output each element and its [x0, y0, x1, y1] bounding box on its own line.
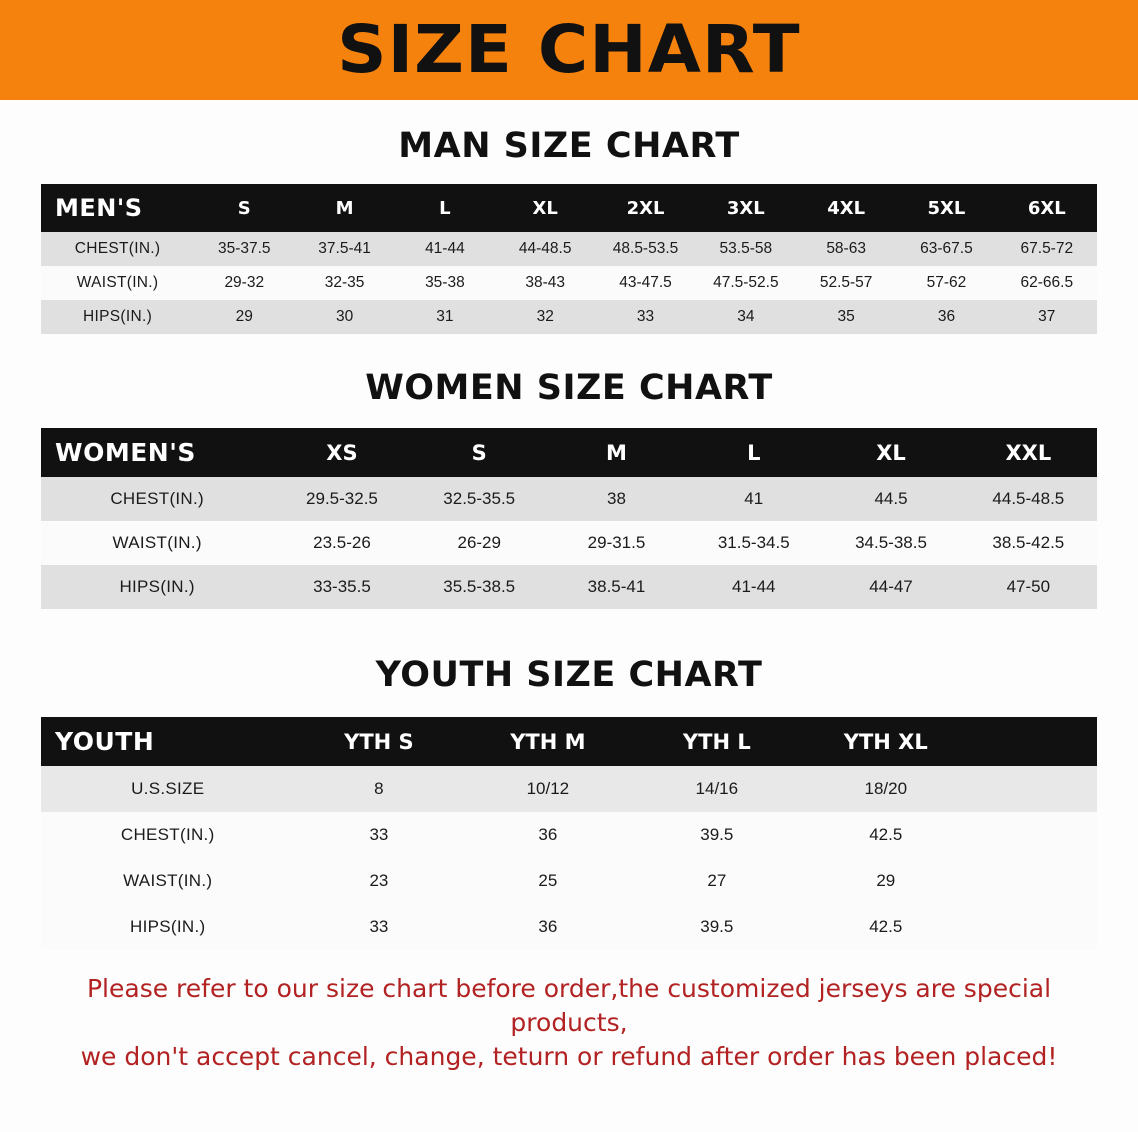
table-cell: 35.5-38.5: [411, 565, 548, 609]
table-row: [41, 565, 1097, 609]
table-cell: 33: [595, 300, 695, 334]
table-cell-empty: [970, 904, 1097, 950]
women-size-header-xs: XS: [273, 428, 410, 477]
table-cell: 41-44: [395, 232, 495, 266]
man-table-body: [41, 232, 1097, 334]
table-cell: 62-66.5: [997, 266, 1097, 300]
table-cell: 29.5-32.5: [273, 477, 410, 521]
table-cell: 53.5-58: [696, 232, 796, 266]
table-cell: 35: [796, 300, 896, 334]
table-cell: 41-44: [685, 565, 822, 609]
table-row: [41, 904, 1097, 950]
table-cell: 43-47.5: [595, 266, 695, 300]
man-size-table-wrapper: [41, 184, 1097, 334]
table-cell: 14/16: [632, 766, 801, 812]
youth-size-header-l: YTH L: [632, 717, 801, 766]
table-cell: 35-37.5: [194, 232, 294, 266]
youth-size-table-wrapper: [41, 717, 1097, 950]
table-cell: 39.5: [632, 812, 801, 858]
table-row: [41, 858, 1097, 904]
table-cell: 23.5-26: [273, 521, 410, 565]
man-header-label: MEN'S: [41, 184, 194, 232]
disclaimer-line-1: Please refer to our size chart before order,the customized jerseys are special products,: [86, 974, 1052, 1037]
table-cell-empty: [970, 812, 1097, 858]
table-cell: 58-63: [796, 232, 896, 266]
table-cell: 38-43: [495, 266, 595, 300]
table-cell: 18/20: [801, 766, 970, 812]
table-cell: 23: [294, 858, 463, 904]
women-size-header-xxl: XXL: [960, 428, 1097, 477]
man-size-header-s: S: [194, 184, 294, 232]
man-row-label-hips: HIPS(IN.): [41, 300, 194, 334]
women-header-label: WOMEN'S: [41, 428, 273, 477]
table-cell: 38.5-41: [548, 565, 685, 609]
table-cell: 33-35.5: [273, 565, 410, 609]
table-row: [41, 521, 1097, 565]
table-cell: 36: [896, 300, 996, 334]
table-cell: 29: [801, 858, 970, 904]
women-size-header-l: L: [685, 428, 822, 477]
table-cell: 29-32: [194, 266, 294, 300]
table-cell: 29: [194, 300, 294, 334]
youth-size-table: [41, 717, 1097, 950]
women-size-header-xl: XL: [822, 428, 959, 477]
table-cell: 47-50: [960, 565, 1097, 609]
table-cell: 26-29: [411, 521, 548, 565]
table-cell: 57-62: [896, 266, 996, 300]
table-cell: 63-67.5: [896, 232, 996, 266]
youth-size-header-xl: YTH XL: [801, 717, 970, 766]
table-cell-empty: [970, 766, 1097, 812]
women-size-table: [41, 428, 1097, 609]
youth-row-label-chest: CHEST(IN.): [41, 812, 294, 858]
table-cell: 10/12: [463, 766, 632, 812]
page-banner: [0, 0, 1138, 100]
man-size-table: [41, 184, 1097, 334]
table-header-row: [41, 428, 1097, 477]
women-row-label-waist: WAIST(IN.): [41, 521, 273, 565]
man-section-title: MAN SIZE CHART: [398, 126, 740, 166]
table-row: [41, 766, 1097, 812]
women-size-table-wrapper: [41, 428, 1097, 609]
disclaimer-line-2: we don't accept cancel, change, teturn or refund after order has been placed!: [80, 1041, 1058, 1071]
youth-row-label-us-size: U.S.SIZE: [41, 766, 294, 812]
man-size-header-4xl: 4XL: [796, 184, 896, 232]
table-cell: 44-48.5: [495, 232, 595, 266]
table-cell: 39.5: [632, 904, 801, 950]
table-cell: 33: [294, 904, 463, 950]
table-cell: 32.5-35.5: [411, 477, 548, 521]
table-row: [41, 300, 1097, 334]
man-table-head: [41, 184, 1097, 232]
table-cell: 36: [463, 904, 632, 950]
table-cell: 34.5-38.5: [822, 521, 959, 565]
table-cell: 32: [495, 300, 595, 334]
table-row: [41, 812, 1097, 858]
table-cell: 34: [696, 300, 796, 334]
table-cell: 67.5-72: [997, 232, 1097, 266]
table-cell: 44-47: [822, 565, 959, 609]
table-cell: 31: [395, 300, 495, 334]
table-cell-empty: [970, 858, 1097, 904]
table-row: [41, 477, 1097, 521]
table-cell: 31.5-34.5: [685, 521, 822, 565]
man-size-header-m: M: [294, 184, 394, 232]
table-row: [41, 232, 1097, 266]
table-cell: 8: [294, 766, 463, 812]
man-size-header-2xl: 2XL: [595, 184, 695, 232]
women-row-label-hips: HIPS(IN.): [41, 565, 273, 609]
table-cell: 38.5-42.5: [960, 521, 1097, 565]
table-cell: 37.5-41: [294, 232, 394, 266]
table-cell: 47.5-52.5: [696, 266, 796, 300]
youth-row-label-hips: HIPS(IN.): [41, 904, 294, 950]
women-size-header-s: S: [411, 428, 548, 477]
women-section-title: WOMEN SIZE CHART: [365, 368, 773, 408]
youth-header-label: YOUTH: [41, 717, 294, 766]
youth-table-body: [41, 766, 1097, 950]
women-size-header-m: M: [548, 428, 685, 477]
man-size-header-3xl: 3XL: [696, 184, 796, 232]
table-cell: 27: [632, 858, 801, 904]
youth-row-label-waist: WAIST(IN.): [41, 858, 294, 904]
man-row-label-waist: WAIST(IN.): [41, 266, 194, 300]
women-row-label-chest: CHEST(IN.): [41, 477, 273, 521]
man-row-label-chest: CHEST(IN.): [41, 232, 194, 266]
youth-header-spacer: [970, 717, 1097, 766]
table-cell: 38: [548, 477, 685, 521]
table-header-row: [41, 717, 1097, 766]
women-table-head: [41, 428, 1097, 477]
table-cell: 44.5: [822, 477, 959, 521]
table-row: [41, 266, 1097, 300]
women-table-body: [41, 477, 1097, 609]
table-cell: 41: [685, 477, 822, 521]
table-cell: 25: [463, 858, 632, 904]
man-size-header-xl: XL: [495, 184, 595, 232]
table-cell: 30: [294, 300, 394, 334]
table-cell: 33: [294, 812, 463, 858]
youth-size-header-m: YTH M: [463, 717, 632, 766]
table-cell: 42.5: [801, 904, 970, 950]
man-size-header-5xl: 5XL: [896, 184, 996, 232]
table-cell: 52.5-57: [796, 266, 896, 300]
table-cell: 44.5-48.5: [960, 477, 1097, 521]
table-cell: 42.5: [801, 812, 970, 858]
table-cell: 37: [997, 300, 1097, 334]
youth-section-title: YOUTH SIZE CHART: [375, 655, 763, 695]
page-title: SIZE CHART: [337, 11, 801, 88]
table-cell: 32-35: [294, 266, 394, 300]
man-size-header-l: L: [395, 184, 495, 232]
table-cell: 36: [463, 812, 632, 858]
table-cell: 29-31.5: [548, 521, 685, 565]
table-cell: 48.5-53.5: [595, 232, 695, 266]
youth-table-head: [41, 717, 1097, 766]
man-size-header-6xl: 6XL: [997, 184, 1097, 232]
table-cell: 35-38: [395, 266, 495, 300]
youth-size-header-s: YTH S: [294, 717, 463, 766]
disclaimer-note: [39, 972, 1099, 1073]
table-header-row: [41, 184, 1097, 232]
